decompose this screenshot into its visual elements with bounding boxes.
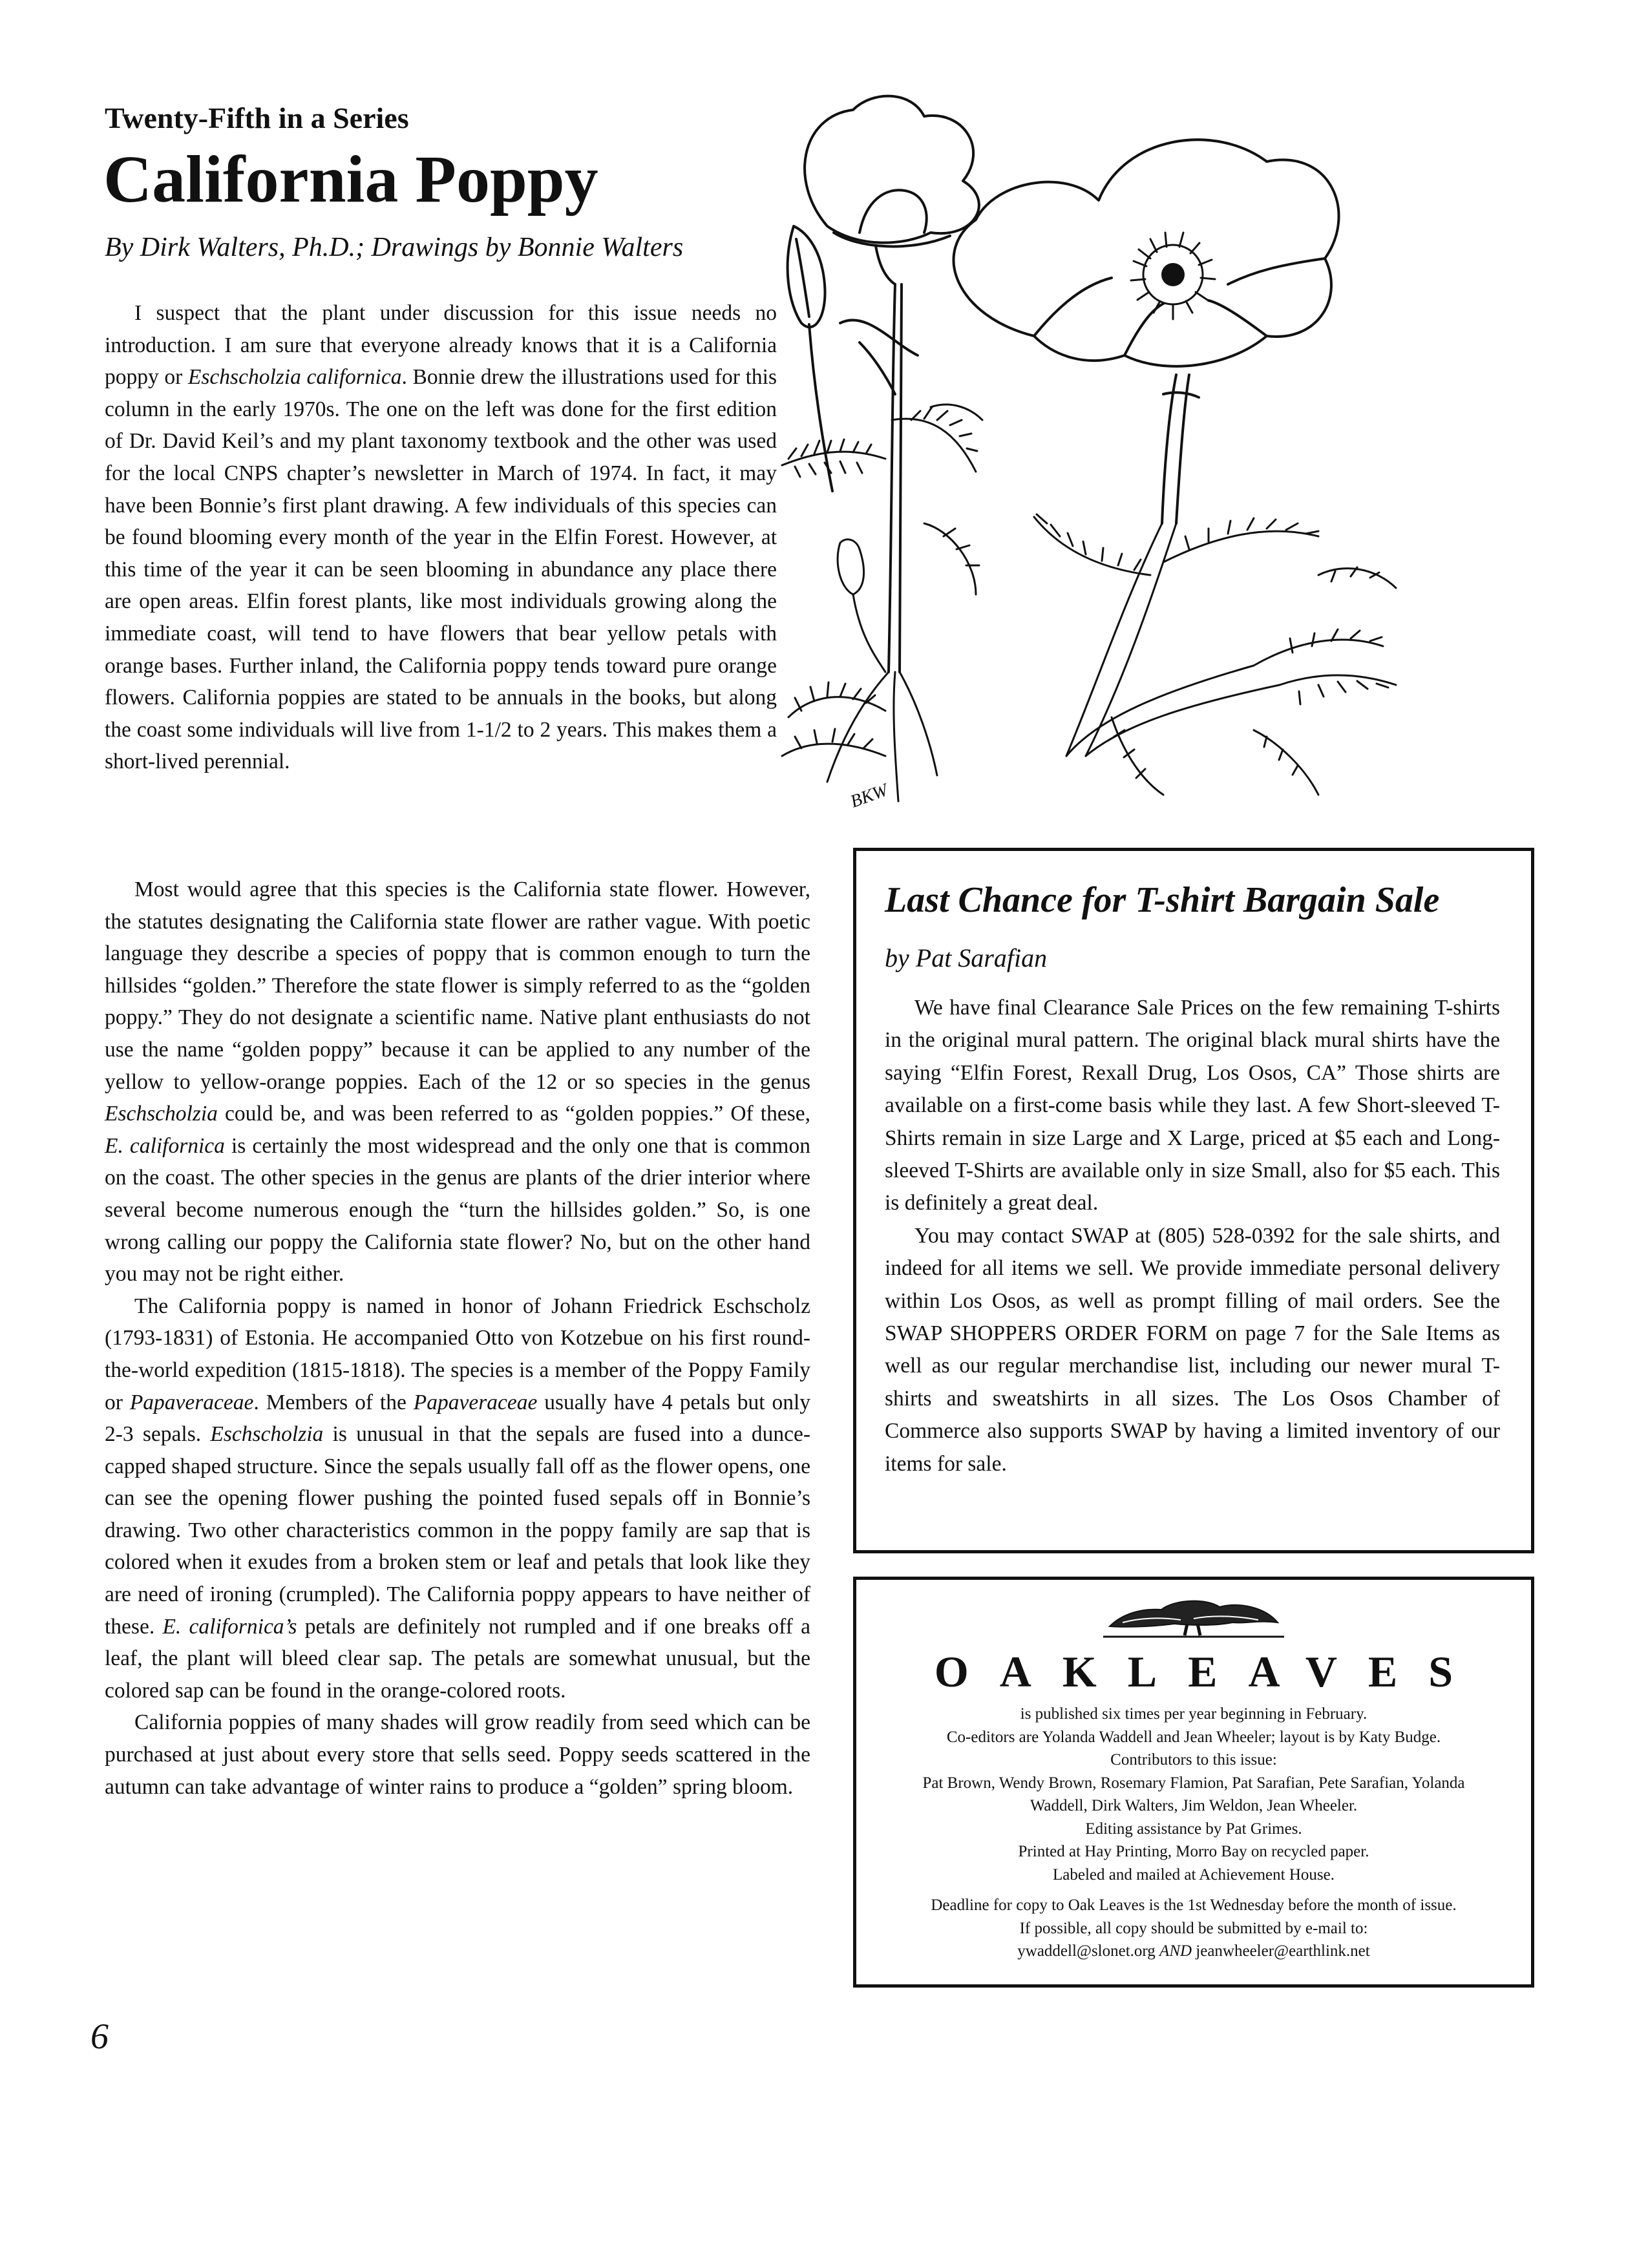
article-byline: By Dirk Walters, Ph.D.; Drawings by Bonnie Walters <box>105 233 684 262</box>
tshirt-sale-box <box>853 848 1534 1553</box>
masthead-deadline: Deadline for copy to Oak Leaves is the 1st Wednesday before the month of issue. <box>931 1896 1457 1914</box>
masthead-line: Labeled and mailed at Achievement House. <box>1053 1865 1335 1884</box>
sale-title: Last Chance for T-shirt Bargain Sale <box>885 880 1440 920</box>
article-paragraph-3 <box>105 1290 810 1707</box>
article-body-bottom <box>105 874 810 1803</box>
and-word: AND <box>1159 1942 1192 1960</box>
text: is certainly the most widespread and the only one that is common on the coast. The other species in the genus are plants of the drier interior where several become numerous enough the “turn the hillsides golden.” So, is one wrong calling our poppy the California state flower? No, but on the other hand you may not be right either. <box>105 1133 810 1286</box>
page-number: 6 <box>90 2017 109 2057</box>
scientific-name: E. californica’s <box>162 1614 297 1639</box>
scientific-name: Papaveraceae <box>129 1390 254 1414</box>
email-link-2[interactable]: jeanwheeler@earthlink.net <box>1196 1942 1370 1960</box>
scientific-name: Eschscholzia californica <box>187 365 402 390</box>
article-paragraph-1 <box>105 297 777 778</box>
sale-byline: by Pat Sarafian <box>885 943 1048 972</box>
scientific-name: Eschscholzia <box>210 1422 324 1447</box>
sale-paragraph-2: You may contact SWAP at (805) 528-0392 for the sale shirts, and indeed for all items we sell. We provide immediate personal delivery within Los Osos, as well as prompt filling of mail orders. See the SWAP SHOPPERS ORDER FORM on page 7 for the Sale Items as well as our regular merchandise list, including our newer mural T-shirts and sweatshirts in all sizes. The Los Osos Chamber of Commerce also supports SWAP by having a limited inventory of our items for sale. <box>885 1223 1500 1476</box>
poppy-foliage-right-drawing <box>1034 514 1396 795</box>
scientific-name: Eschscholzia <box>105 1102 218 1126</box>
article-paragraph-2 <box>105 874 810 1290</box>
illustrator-initials: BKW <box>847 780 891 812</box>
masthead-line: Contributors to this issue: <box>1110 1751 1277 1769</box>
scientific-name: Papaveraceae <box>413 1390 538 1414</box>
text: could be, and was been referred to as “golden poppies.” Of these, <box>217 1102 810 1126</box>
masthead-line: Waddell, Dirk Walters, Jim Weldon, Jean Wheeler. <box>1030 1797 1358 1814</box>
text: petals are definitely not rumpled and if one breaks off a leaf, the plant will bleed clear sap. The petals are somewhat unusual, but the colored sap can be found in the orange-colored roots. <box>105 1614 810 1703</box>
article-body-top <box>105 297 777 778</box>
series-label: Twenty-Fifth in a Series <box>105 101 409 134</box>
masthead-line: Printed at Hay Printing, Morro Bay on recycled paper. <box>1018 1843 1369 1860</box>
email-link-1[interactable]: ywaddell@slonet.org <box>1017 1942 1156 1960</box>
text: is unusual in that the sepals are fused into a dunce-capped shaped structure. Since the sepals usually fall off as the flower opens, one can see the opening flower pushing the pointed fused sepals off in Bonnie’s drawing. Two other characteristics common in the poppy family are sap that is colored when it exudes from a broken stem or leaf and petals that look like they are need of ironing (crumpled). The California poppy appears to have neither of these. <box>105 1422 810 1639</box>
masthead-name: OAKLEAVES <box>934 1647 1484 1696</box>
text: Most would agree that this species is the California state flower. However, the statutes designating the California state flower are rather vague. With poetic language they describe a species of poppy that is common enough to turn the hillsides “golden.” Therefore the state flower is simply referred to as the “golden poppy.” They do not designate a scientific name. Native plant enthusiasts do not use the name “golden poppy” because it can be applied to any number of the yellow to yellow-orange poppies. Each of the 12 or so species in the genus <box>105 877 810 1094</box>
masthead-credits <box>869 1703 1518 1963</box>
masthead-emails <box>869 1940 1518 1963</box>
masthead-line: Editing assistance by Pat Grimes. <box>1085 1820 1302 1838</box>
text: . Members of the <box>253 1390 414 1414</box>
poppy-illustration <box>763 71 1486 840</box>
masthead-line: Co-editors are Yolanda Waddell and Jean Wheeler; layout is by Katy Budge. <box>946 1728 1441 1746</box>
masthead-line: Pat Brown, Wendy Brown, Rosemary Flamion, Pat Sarafian, Pete Sarafian, Yolanda <box>922 1774 1465 1792</box>
oak-tree-logo <box>1097 1594 1291 1639</box>
masthead-line: If possible, all copy should be submitted by e-mail to: <box>1019 1919 1368 1937</box>
text: usually have 4 petals but only 2-3 sepals. <box>105 1390 811 1447</box>
text: The California poppy is named in honor of Johann Friedrick Eschscholz (1793-1831) of Estonia. He accompanied Otto von Kotzebue on his first round-the-world expedition (1815-1818). The species is a member of the Poppy Family or <box>105 1294 810 1414</box>
sale-paragraph-1: We have final Clearance Sale Prices on the few remaining T-shirts in the original mural pattern. The original black mural shirts have the saying “Elfin Forest, Rexall Drug, Los Osos, CA” Those shirts are available on a first-come basis while they last. A few Short-sleeved T-Shirts remain in size Large and X Large, priced at $5 each and Long-sleeved T-Shirts are available only in size Small, also for $5 each. This is definitely a great deal. <box>885 996 1500 1215</box>
article-title: California Poppy <box>103 142 598 216</box>
scientific-name: E. californica <box>105 1133 225 1158</box>
poppy-foliage-left-drawing <box>782 404 982 801</box>
sale-body <box>885 992 1500 1480</box>
poppy-flower-right-drawing <box>954 140 1339 523</box>
text: . Bonnie drew the illustrations used for this column in the early 1970s. The one on the left was done for the first edition of Dr. David Keil’s and my plant taxonomy textbook and the other was used for the local CNPS chapter’s newsletter in March of 1974. In fact, it may have been Bonnie’s first plant drawing. A few individuals of this species can be found blooming every month of the year in the Elfin Forest. However, at this time of the year it can be seen blooming in abundance any place there are open areas. Elfin forest plants, like most individuals growing along the immediate coast, will tend to have flowers that bear yellow petals with orange bases. Further inland, the California poppy tends toward pure orange flowers. California poppies are stated to be annuals in the books, but along the coast some individuals will live from 1-1/2 to 2 years. This makes them a short-lived perennial. <box>105 365 777 774</box>
poppy-flower-left-drawing <box>805 96 979 672</box>
article-paragraph-4: California poppies of many shades will grow readily from seed which can be purchased at just about every store that sells seed. Poppy seeds scattered in the autumn can take advantage of winter rains to produce a “golden” spring bloom. <box>105 1710 810 1799</box>
text: I suspect that the plant under discussion for this issue needs no introduction. I am sure that everyone already knows that it is a California poppy or <box>105 301 777 390</box>
masthead-line: is published six times per year beginning in February. <box>1020 1705 1368 1723</box>
oakleaves-masthead-box <box>853 1577 1534 1988</box>
